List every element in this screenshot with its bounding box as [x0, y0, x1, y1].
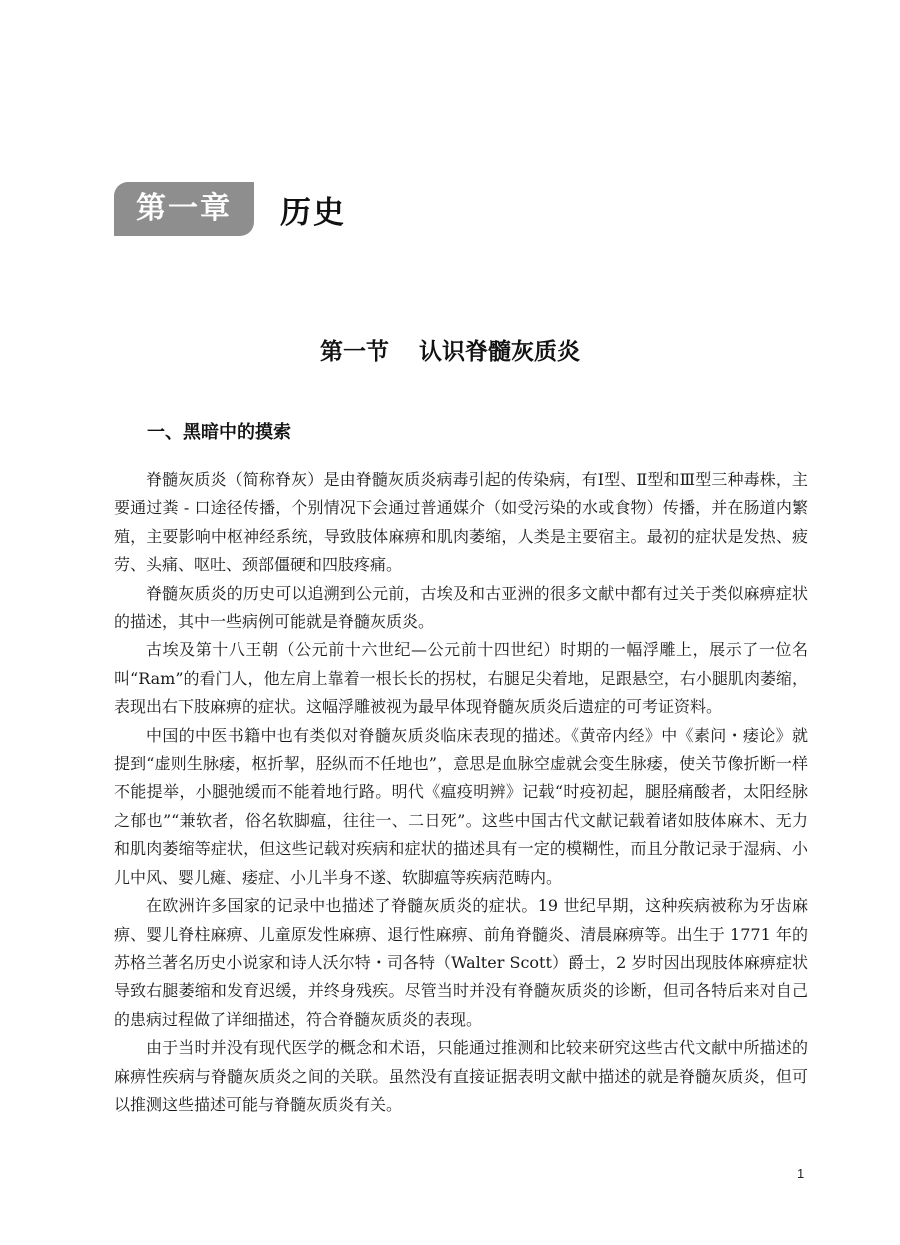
chapter-heading	[114, 182, 346, 236]
chapter-label-badge: 第一章	[114, 182, 254, 236]
subsection-title: 一、黑暗中的摸索	[147, 422, 291, 443]
section-title-text: 认识脊髓灰质炎	[419, 339, 580, 365]
section-number: 第一节	[320, 339, 389, 365]
paragraph: 由于当时并没有现代医学的概念和术语，只能通过推测和比较来研究这些古代文献中所描述的麻痹性疾病与脊髓灰质炎之间的关联。虽然没有直接证据表明文献中描述的就是脊髓灰质炎，但可以推测这些描述可能与脊髓灰质炎有关。	[114, 1038, 808, 1114]
paragraph: 脊髓灰质炎的历史可以追溯到公元前，古埃及和古亚洲的很多文献中都有过关于类似麻痹症状的描述，其中一些病例可能就是脊髓灰质炎。	[114, 583, 808, 632]
chapter-title: 历史	[280, 194, 346, 231]
paragraph: 古埃及第十八王朝（公元前十六世纪—公元前十四世纪）时期的一幅浮雕上，展示了一位名叫“Ram”的看门人，他左肩上靠着一根长长的拐杖，右腿足尖着地，足跟悬空，右小腿肌肉萎缩，表现出右下肢麻痹的症状。这幅浮雕被视为最早体现脊髓灰质炎后遗症的可考证资料。	[114, 640, 808, 717]
paragraph: 在欧洲许多国家的记录中也描述了脊髓灰质炎的症状。19 世纪早期，这种疾病被称为牙齿麻痹、婴儿脊柱麻痹、儿童原发性麻痹、退行性麻痹、前角脊髓炎、清晨麻痹等。出生于 1771 年的苏格兰著名历史小说家和诗人沃尔特・司各特（Walter Scott）爵士，2 岁时因出现肢体麻痹症状导致右腿萎缩和发育迟缓，并终身残疾。尽管当时并没有脊髓灰质炎的诊断，但司各特后来对自己的患病过程做了详细描述，符合脊髓灰质炎的表现。	[114, 896, 808, 1029]
body-text	[114, 466, 808, 1119]
paragraph: 脊髓灰质炎（简称脊灰）是由脊髓灰质炎病毒引起的传染病，有Ⅰ型、Ⅱ型和Ⅲ型三种毒株，主要通过粪 - 口途径传播，个别情况下会通过普通媒介（如受污染的水或食物）传播，并在肠道内繁殖，主要影响中枢神经系统，导致肢体麻痹和肌肉萎缩，人类是主要宿主。最初的症状是发热、疲劳、头痛、呕吐、颈部僵硬和四肢疼痛。	[114, 470, 808, 575]
section-title	[0, 333, 900, 366]
page-number: 1	[797, 1166, 805, 1181]
paragraph: 中国的中医书籍中也有类似对脊髓灰质炎临床表现的描述。《黄帝内经》中《素问・痿论》就提到“虚则生脉痿，枢折挈，胫纵而不任地也”，意思是血脉空虚就会变生脉痿，使关节像折断一样不能提举，小腿弛缓而不能着地行路。明代《瘟疫明辨》记载“时疫初起，腿胫痛酸者，太阳经脉之郁也”“兼软者，俗名软脚瘟，往往一、二日死”。这些中国古代文献记载着诸如肢体麻木、无力和肌肉萎缩等症状，但这些记载对疾病和症状的描述具有一定的模糊性，而且分散记录于湿病、小儿中风、婴儿瘫、痿症、小儿半身不遂、软脚瘟等疾病范畴内。	[114, 725, 808, 887]
